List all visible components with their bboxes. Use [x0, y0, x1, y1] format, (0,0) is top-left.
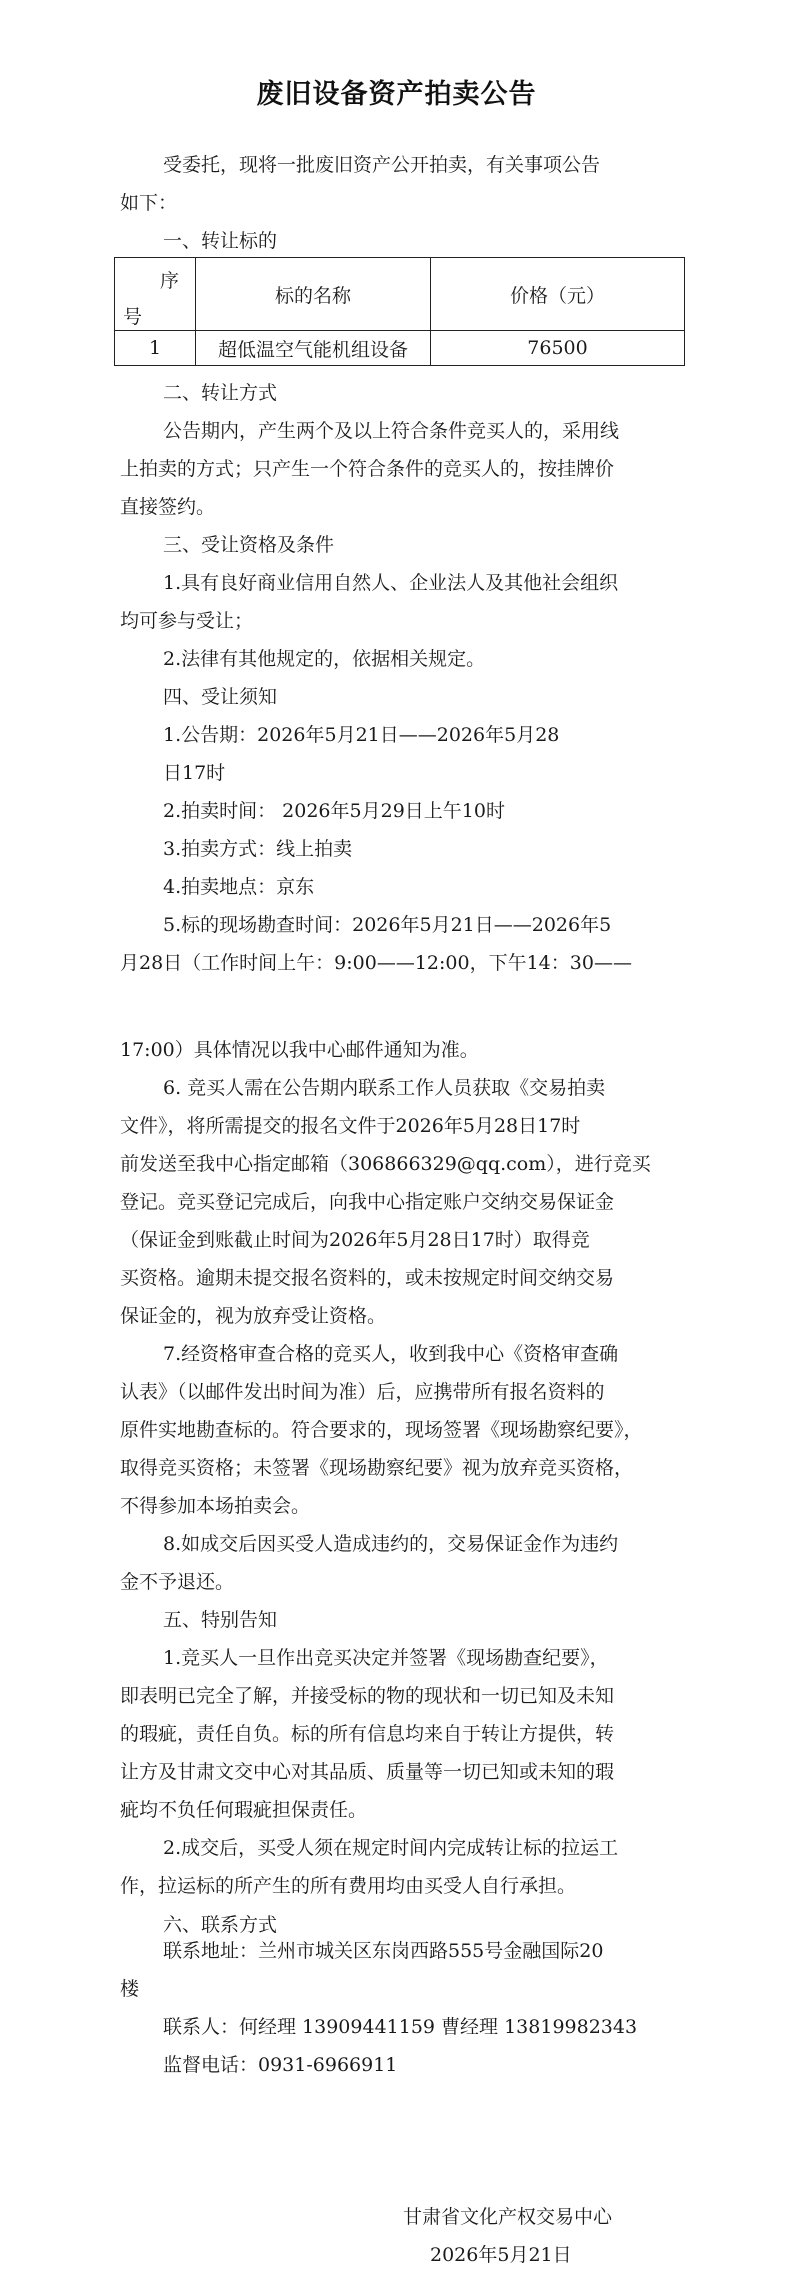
section-heading: 六、联系方式 [163, 1914, 278, 1936]
paragraph-line: 日17时 [163, 762, 226, 784]
intro-line: 如下： [120, 192, 178, 214]
paragraph-line: 金不予退还。 [120, 1571, 235, 1593]
paragraph-line: 8.如成交后因买受人造成违约的，交易保证金作为违约 [163, 1533, 619, 1555]
paragraph-line: （保证金到账截止时间为2026年5月28日17时）取得竞 [120, 1229, 590, 1251]
paragraph-line: 17:00）具体情况以我中心邮件通知为准。 [120, 1039, 479, 1061]
intro-line: 受委托，现将一批废旧资产公开拍卖，有关事项公告 [163, 154, 601, 176]
section-heading: 五、特别告知 [163, 1609, 278, 1631]
section-heading: 三、受让资格及条件 [163, 534, 335, 556]
paragraph-line: 月28日（工作时间上午：9:00——12:00，下午14：30—— [120, 952, 632, 974]
bid-table [114, 257, 685, 366]
table-header-price: 价格（元） [431, 258, 685, 331]
paragraph-line: 认表》（以邮件发出时间为准）后，应携带所有报名资料的 [120, 1381, 605, 1403]
table-cell-name: 超低温空气能机组设备 [196, 331, 431, 366]
paragraph-line: 文件》，将所需提交的报名文件于2026年5月28日17时 [120, 1115, 581, 1137]
paragraph-line: 2.成交后，买受人须在规定时间内完成转让标的拉运工 [163, 1837, 619, 1859]
section-heading: 二、转让方式 [163, 382, 278, 404]
paragraph-line: 登记。竞买登记完成后，向我中心指定账户交纳交易保证金 [120, 1191, 615, 1213]
paragraph-line: 前发送至我中心指定邮箱（306866329@qq.com），进行竞买 [120, 1153, 651, 1175]
section-heading: 四、受让须知 [163, 686, 278, 708]
signature-org: 甘肃省文化产权交易中心 [403, 2206, 613, 2228]
paragraph-line: 不得参加本场拍卖会。 [120, 1495, 311, 1517]
paragraph-line: 买资格。逾期未提交报名资料的，或未按规定时间交纳交易 [120, 1267, 615, 1289]
table-header-name: 标的名称 [196, 258, 431, 331]
paragraph-line: 公告期内，产生两个及以上符合条件竞买人的，采用线 [163, 420, 620, 442]
supervision-phone: 监督电话：0931-6966911 [163, 2054, 398, 2076]
paragraph-line: 2.拍卖时间： 2026年5月29日上午10时 [163, 800, 505, 822]
page-title: 废旧设备资产拍卖公告 [256, 79, 537, 110]
paragraph-line: 直接签约。 [120, 496, 216, 518]
signature-date: 2026年5月21日 [430, 2244, 572, 2266]
paragraph-line: 1.竞买人一旦作出竞买决定并签署《现场勘查纪要》， [163, 1647, 609, 1669]
paragraph-line: 2.法律有其他规定的，依据相关规定。 [163, 648, 486, 670]
paragraph-line: 让方及甘肃文交中心对其品质、质量等一切已知或未知的瑕 [120, 1761, 615, 1783]
paragraph-line: 1.公告期：2026年5月21日——2026年5月28 [163, 724, 560, 746]
paragraph-line: 1.具有良好商业信用自然人、企业法人及其他社会组织 [163, 572, 619, 594]
paragraph-line: 均可参与受让； [120, 610, 254, 632]
paragraph-line: 的瑕疵，责任自负。标的所有信息均来自于转让方提供，转 [120, 1723, 615, 1745]
contact-address: 楼 [120, 1978, 140, 2000]
table-header-row [115, 258, 685, 331]
paragraph-line: 疵均不负任何瑕疵担保责任。 [120, 1799, 368, 1821]
table-cell-seq: 1 [115, 331, 196, 366]
table-header-seq: 序 号 [115, 258, 196, 331]
paragraph-line: 保证金的，视为放弃受让资格。 [120, 1305, 387, 1327]
paragraph-line: 4.拍卖地点：京东 [163, 876, 315, 898]
paragraph-line: 上拍卖的方式；只产生一个符合条件的竞买人的，按挂牌价 [120, 458, 615, 480]
paragraph-line: 取得竞买资格；未签署《现场勘察纪要》视为放弃竞买资格， [120, 1457, 634, 1479]
table-row [115, 331, 685, 366]
table-cell-price: 76500 [431, 331, 685, 366]
paragraph-line: 作，拉运标的所产生的所有费用均由买受人自行承担。 [120, 1875, 577, 1897]
paragraph-line: 7.经资格审查合格的竞买人，收到我中心《资格审查确 [163, 1343, 619, 1365]
paragraph-line: 原件实地勘查标的。符合要求的，现场签署《现场勘察纪要》， [120, 1419, 643, 1441]
section-heading: 一、转让标的 [163, 230, 278, 252]
paragraph-line: 6. 竞买人需在公告期内联系工作人员获取《交易拍卖 [163, 1077, 606, 1099]
paragraph-line: 5.标的现场勘查时间：2026年5月21日——2026年5 [163, 914, 612, 936]
contact-address: 联系地址：兰州市城关区东岗西路555号金融国际20 [163, 1940, 604, 1962]
paragraph-line: 3.拍卖方式：线上拍卖 [163, 838, 353, 860]
contact-persons: 联系人：何经理 13909441159 曹经理 13819982343 [163, 2016, 638, 2038]
paragraph-line: 即表明已完全了解，并接受标的物的现状和一切已知及未知 [120, 1685, 615, 1707]
